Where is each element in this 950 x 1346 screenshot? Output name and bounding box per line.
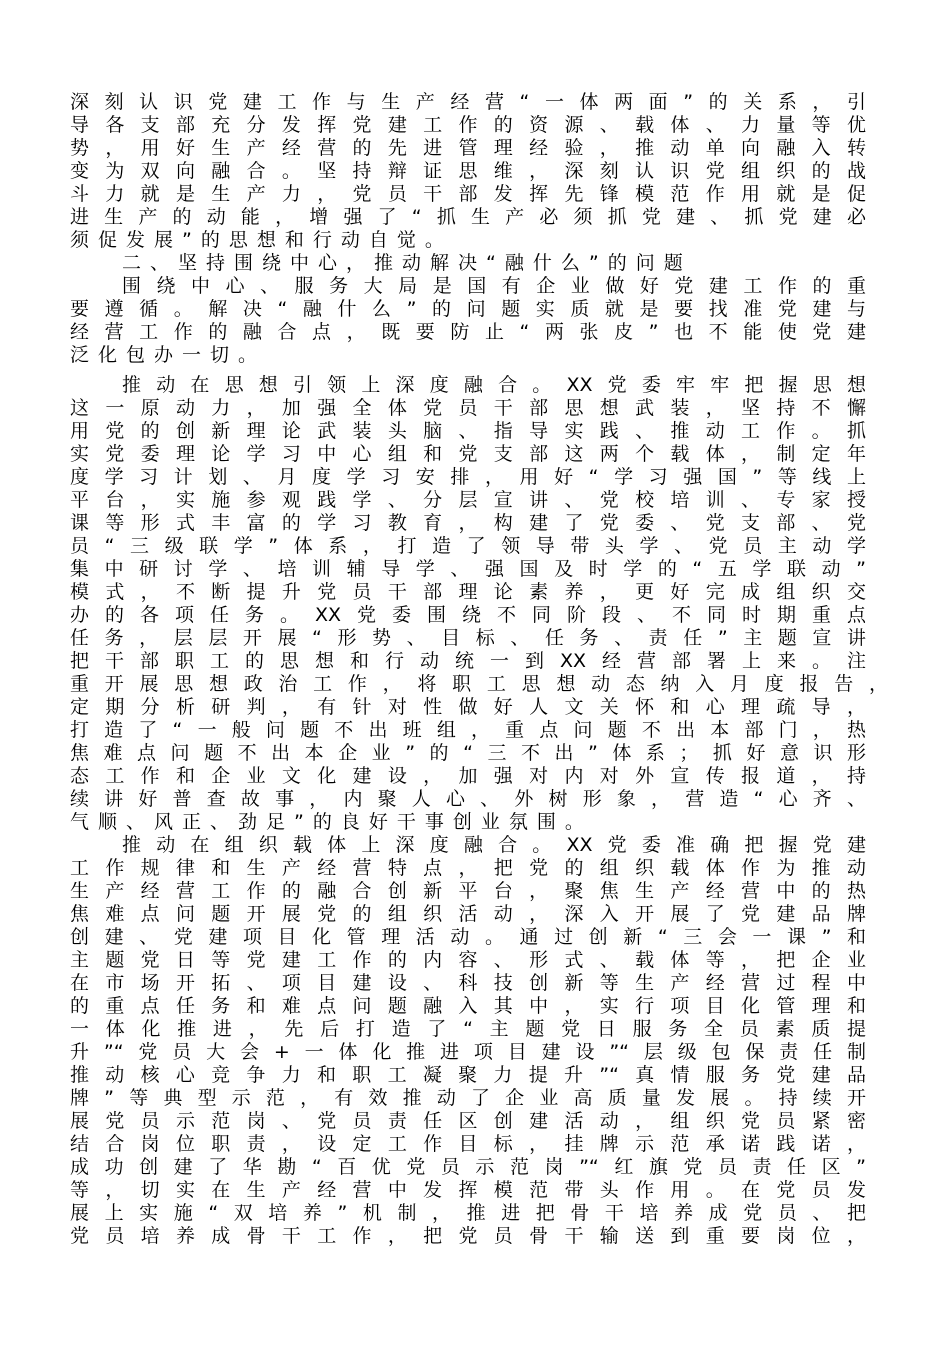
- text-line: 等，切实在生产经营中发挥模范带头作用。在党员发: [70, 1179, 866, 1201]
- text-line: 变为双向融合。坚持辩证思维，深刻认识党组织的战: [70, 160, 866, 182]
- text-line: 工作规律和生产经营特点，把党的组织载体作为推动: [70, 857, 866, 879]
- text-line: 续讲好普查故事，内聚人心、外树形象，营造“心齐、: [70, 788, 866, 810]
- text-line: 实党委理论学习中心组和党支部这两个载体，制定年: [70, 443, 866, 465]
- text-line: 集中研讨学、培训辅导学、强国及时学的“五学联动”: [70, 558, 866, 580]
- text-line: 态工作和企业文化建设，加强对内对外宣传报道，持: [70, 765, 866, 787]
- text-line: 生产经营工作的融合创新平台，聚焦生产经营中的热: [70, 880, 866, 902]
- text-line: 焦难点问题开展党的组织活动，深入开展了党建品牌: [70, 903, 866, 925]
- text-line: 课等形式丰富的学习教育，构建了党委、党支部、党: [70, 512, 866, 534]
- text-line: 导各支部充分发挥党建工作的资源、载体、力量等优: [70, 114, 866, 136]
- text-line: 定期分析研判，有针对性做好人文关怀和心理疏导，: [70, 696, 866, 718]
- text-line: 度学习计划、月度学习安排，用好“学习强国”等线上: [70, 466, 866, 488]
- text-line: 推动在思想引领上深度融合。XX党委牢牢把握思想: [122, 374, 866, 396]
- text-line: 平台，实施参观践学、分层宣讲、党校培训、专家授: [70, 489, 866, 511]
- text-line: 成功创建了华勘“百优党员示范岗”“红旗党员责任区”: [70, 1156, 866, 1178]
- text-line: 进生产的动能，增强了“抓生产必须抓党建、抓党建必: [70, 206, 866, 228]
- text-line: 用党的创新理论武装头脑、指导实践、推动工作。抓: [70, 420, 866, 442]
- text-line: 经营工作的融合点，既要防止“两张皮”也不能使党建: [70, 321, 866, 343]
- text-line: 模式，不断提升党员干部理论素养，更好完成组织交: [70, 581, 866, 603]
- section-heading: 二、坚持围绕中心，推动解决“融什么”的问题: [122, 252, 692, 274]
- text-line: 泛化包办一切。: [70, 344, 267, 366]
- text-line: 重开展思想政治工作，将职工思想动态纳入月度报告，: [70, 673, 888, 695]
- text-line: 推动在组织载体上深度融合。XX党委准确把握党建: [122, 834, 866, 856]
- text-line: 气顺、风正、劲足”的良好干事创业氛围。: [70, 811, 593, 833]
- text-line: 任务，层层开展“形势、目标、任务、责任”主题宣讲: [70, 627, 866, 649]
- text-line: 焦难点问题不出本企业”的“三不出”体系；抓好意识形: [70, 742, 866, 764]
- text-line: 升”“党员大会+一体化推进项目建设”“层级包保责任制: [70, 1041, 866, 1063]
- text-line: 推动核心竞争力和职工凝聚力提升”“真情服务党建品: [70, 1064, 866, 1086]
- text-line: 深刻认识党建工作与生产经营“一体两面”的关系，引: [70, 91, 866, 113]
- text-line: 斗力就是生产力，党员干部发挥先锋模范作用就是促: [70, 183, 866, 205]
- text-line: 办的各项任务。XX党委围绕不同阶段、不同时期重点: [70, 604, 866, 626]
- text-line: 要遵循。解决“融什么”的问题实质就是要找准党建与: [70, 298, 866, 320]
- text-line: 创建、党建项目化管理活动。通过创新“三会一课”和: [70, 926, 866, 948]
- text-line: 主题党日等党建工作的内容、形式、载体等，把企业: [70, 949, 866, 971]
- text-line: 的重点任务和难点问题融入其中，实行项目化管理和: [70, 995, 866, 1017]
- text-line: 打造了“一般问题不出班组，重点问题不出本部门，热: [70, 719, 866, 741]
- text-line: 须促发展”的思想和行动自觉。: [70, 229, 453, 251]
- text-line: 一体化推进，先后打造了“主题党日服务全员素质提: [70, 1018, 866, 1040]
- text-line: 党员培养成骨干工作，把党员骨干输送到重要岗位，: [70, 1225, 866, 1247]
- text-line: 这一原动力，加强全体党员干部思想武装，坚持不懈: [70, 397, 866, 419]
- text-line: 围绕中心、服务大局是国有企业做好党建工作的重: [122, 275, 866, 297]
- text-line: 员“三级联学”体系，打造了领导带头学、党员主动学: [70, 535, 866, 557]
- text-line: 势，用好生产经营的先进管理经验，推动单向融入转: [70, 137, 866, 159]
- text-line: 在市场开拓、项目建设、科技创新等生产经营过程中: [70, 972, 866, 994]
- text-line: 展上实施“双培养”机制，推进把骨干培养成党员、把: [70, 1202, 866, 1224]
- text-line: 结合岗位职责，设定工作目标，挂牌示范承诺践诺，: [70, 1133, 866, 1155]
- text-line: 牌”等典型示范，有效推动了企业高质量发展。持续开: [70, 1087, 866, 1109]
- text-line: 把干部职工的思想和行动统一到XX经营部署上来。注: [70, 650, 866, 672]
- text-line: 展党员示范岗、党员责任区创建活动，组织党员紧密: [70, 1110, 866, 1132]
